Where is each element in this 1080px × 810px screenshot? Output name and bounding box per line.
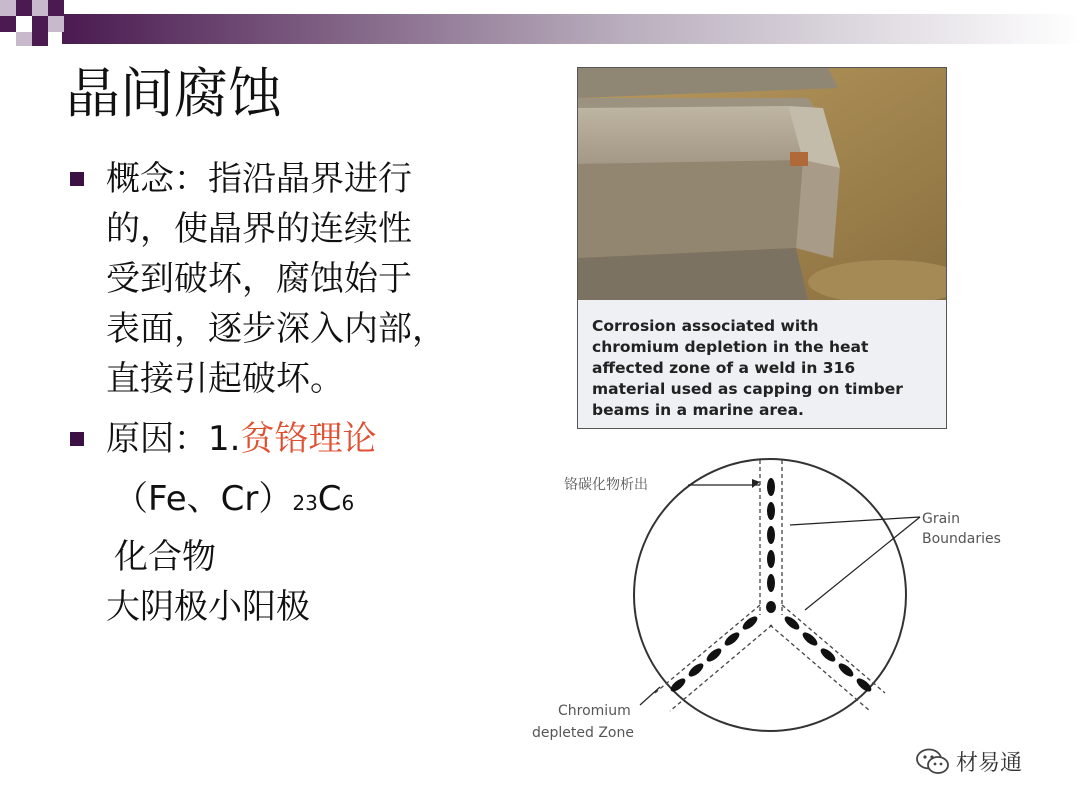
wechat-icon (916, 748, 950, 776)
bullet-2-highlight: 贫铬理论 (240, 419, 377, 459)
caption-line: chromium depletion in the heat (592, 338, 869, 356)
corrosion-photo (577, 67, 947, 429)
caption-line: affected zone of a weld in 316 (592, 359, 856, 377)
caption-line: Corrosion associated with (592, 317, 819, 335)
bullet-marker (70, 172, 84, 186)
watermark-text: 材易通 (956, 751, 1023, 776)
extra-line-1: 化合物 (114, 537, 216, 577)
caption-line: beams in a marine area. (592, 401, 804, 419)
bullet-2-prefix: 原因：1. (106, 419, 241, 459)
formula-sub-1: 23 (292, 491, 318, 515)
label-grain: Grain (922, 511, 960, 527)
extra-line-2: 大阴极小阳极 (106, 587, 310, 627)
photo-caption (592, 316, 937, 421)
formula-line (114, 474, 354, 528)
label-depleted-zone: depleted Zone (532, 725, 634, 741)
header-decoration (0, 0, 1080, 46)
bullet-marker (70, 432, 84, 446)
slide-title: 晶间腐蚀 (66, 62, 282, 125)
bullet-1-line-2: 的，使晶界的连续性 (106, 209, 412, 249)
carbide-particles (669, 478, 874, 694)
bullet-1-line-3: 受到破坏，腐蚀始于 (106, 259, 412, 299)
watermark (916, 746, 1022, 777)
bullet-2-line (106, 414, 376, 464)
label-carbide: 铬碳化物析出 (564, 477, 648, 493)
bullet-1-line-5: 直接引起破坏。 (106, 359, 344, 399)
caption-line: material used as capping on timber (592, 380, 903, 398)
bullet-1-line-1: 概念：指沿晶界进行 (106, 159, 412, 199)
bullet-1-line-4: 表面，逐步深入内部， (106, 309, 446, 349)
formula-c: C (317, 479, 342, 519)
formula-sub-2: 6 (341, 491, 355, 515)
grain-boundary-diagram (520, 455, 1020, 755)
label-boundaries: Boundaries (922, 531, 1001, 547)
weld-beam-image (578, 68, 946, 300)
formula-open: （Fe、Cr） (114, 479, 293, 519)
label-chromium: Chromium (558, 703, 631, 719)
